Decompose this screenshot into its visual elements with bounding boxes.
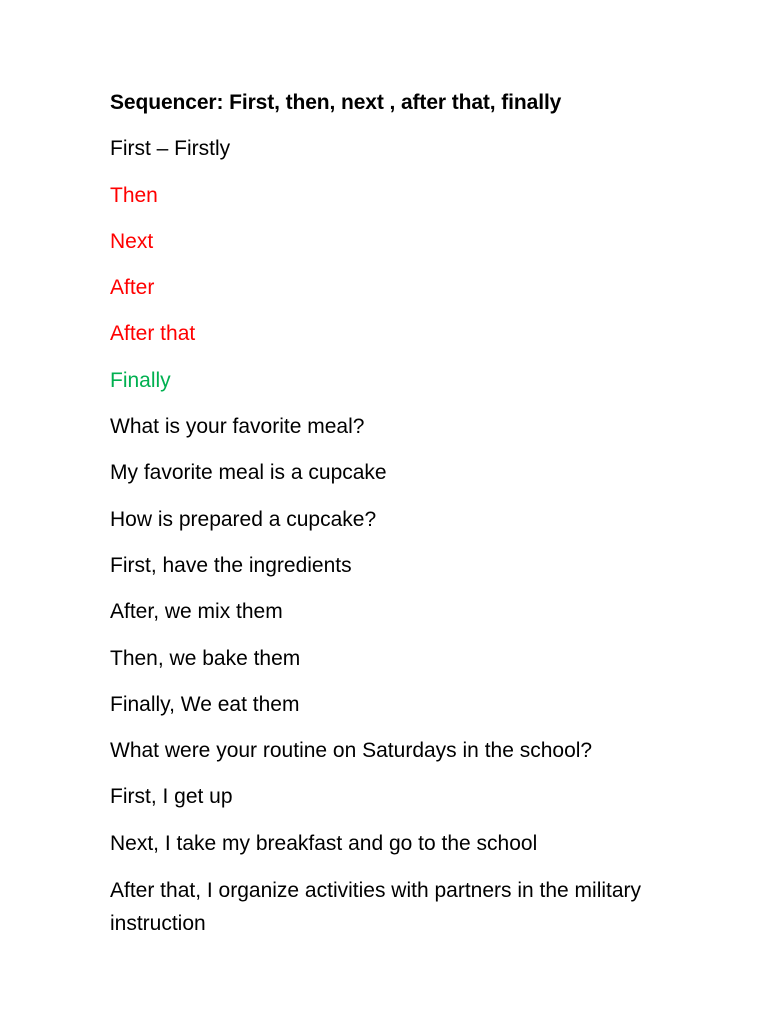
meal-answer: My favorite meal is a cupcake: [110, 461, 387, 485]
sequencer-next: Next: [110, 229, 154, 253]
sequencer-after: After: [110, 276, 155, 300]
sequencer-after-that: After that: [110, 322, 196, 346]
sequencer-then: Then: [110, 183, 158, 207]
meal-step-1: First, have the ingredients: [110, 553, 352, 577]
routine-step-1: First, I get up: [110, 785, 233, 809]
meal-step-4: Finally, We eat them: [110, 692, 300, 716]
document-heading: Sequencer: First, then, next , after that, finally: [110, 91, 562, 114]
routine-question: What were your routine on Saturdays in the school?: [110, 739, 593, 763]
meal-step-2: After, we mix them: [110, 600, 283, 624]
meal-step-3: Then, we bake them: [110, 646, 301, 670]
document-page: [110, 87, 710, 954]
sequencer-first: First – Firstly: [110, 137, 231, 161]
routine-step-2: Next, I take my breakfast and go to the school: [110, 831, 538, 855]
sequencer-finally: Finally: [110, 368, 171, 392]
meal-prep-question: How is prepared a cupcake?: [110, 507, 377, 531]
routine-step-3: After that, I organize activities with partners in the military instruction: [110, 879, 642, 936]
meal-question: What is your favorite meal?: [110, 415, 365, 439]
